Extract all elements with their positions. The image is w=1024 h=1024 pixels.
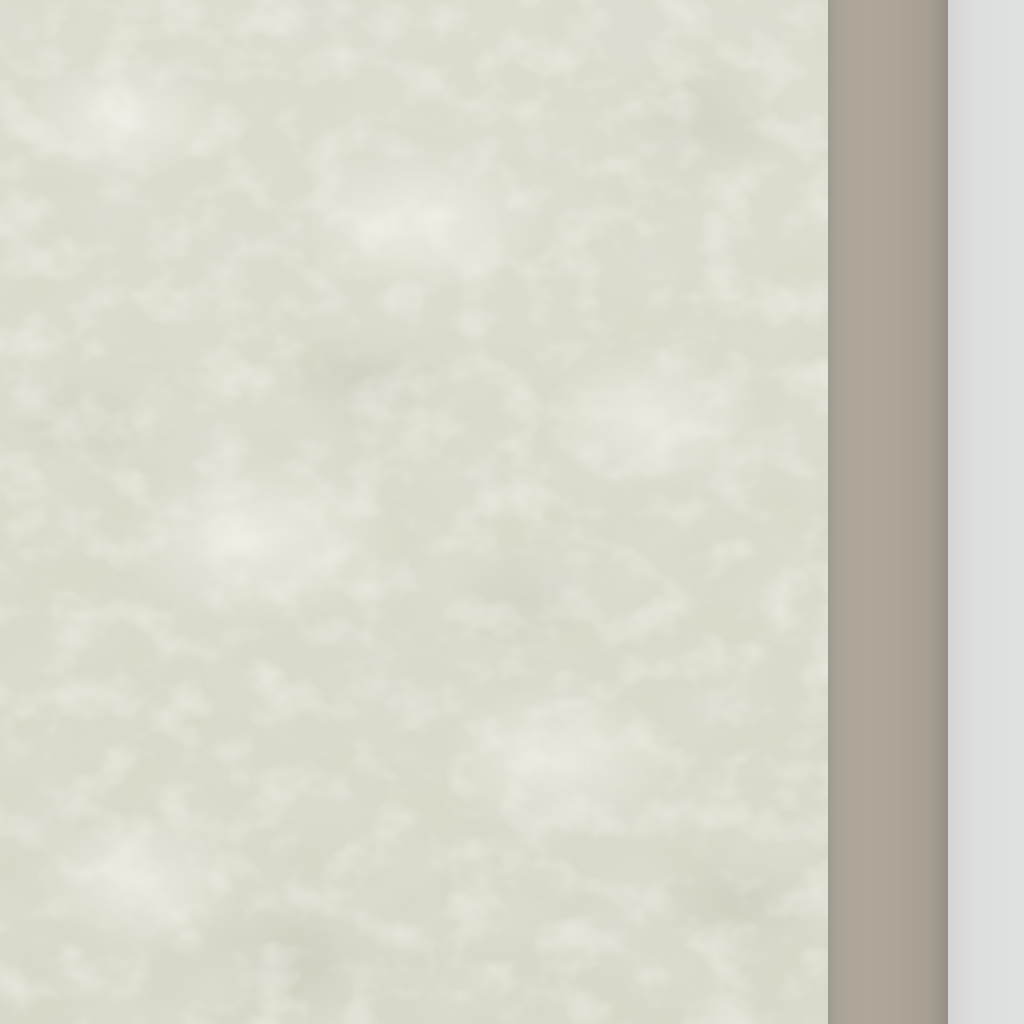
wall-backdrop (940, 0, 1024, 1024)
